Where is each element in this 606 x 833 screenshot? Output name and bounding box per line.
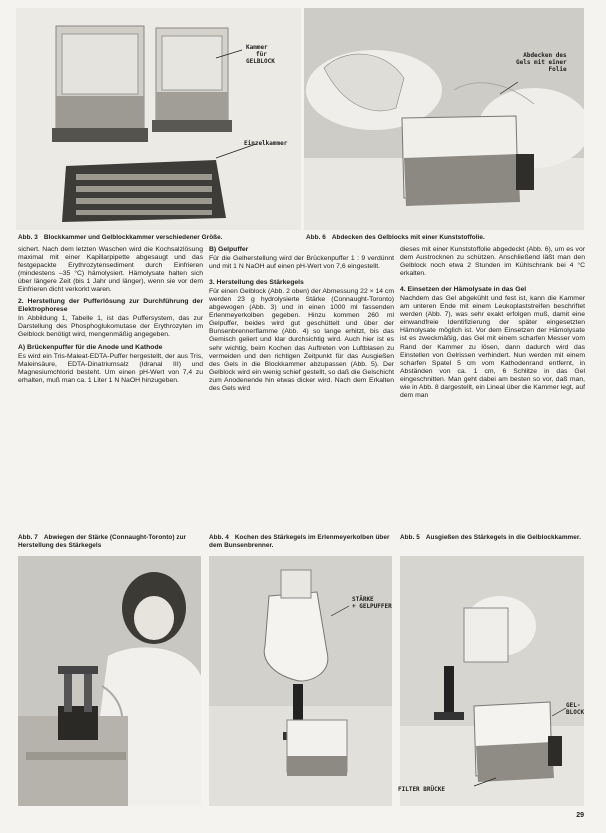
figure-3-caption: [18, 234, 298, 242]
col3-heading-2: 4. Einsetzen der Hämolysate in das Gel: [400, 286, 527, 294]
figure-4-caption: [209, 534, 391, 549]
label-fuer: für: [256, 51, 267, 58]
col3-paragraph-2: Nachdem das Gel abgekühlt und fest ist, kann die Kammer am unteren Ende mit einem Leukoplaststreifen beschriftet werden (Abb. 7), was sehr exakt erfolgen muß, damit eine einwandfreie Identifizierung der später eingesetzten Hämolysate möglich ist. Vor dem Einsetzen der Hämolysate ist es zweckmäßig, das Gel mit einem scharfen Messer vom Rand der Kammer zu lösen, dann dadurch wird das Einstellen von Gelrissen verhindert. Nun werden mit einem scharfen Spatel 5 cm vom Kathodenrand entfernt, in Abständen von ca. 1 cm, 6 Schlitze in das Gel eingeschnitten. Man geht dabei am besten so vor, daß man, wie in Abb. 8 dargestellt, ein Lineal über die Kammer legt, auf dem man: [400, 295, 585, 399]
figure-5-caption: [400, 534, 584, 542]
figure-4-photo: [209, 556, 392, 806]
figure-3-label-kammer: [246, 44, 275, 65]
col1-heading-2: 2. Herstellung der Pufferlösung zur Durchführung der Elektrophorese: [18, 298, 203, 314]
figure-4-number: Abb. 4: [209, 534, 229, 541]
figure-6-photo: [304, 8, 584, 230]
figure-7-photo: [18, 556, 201, 806]
figure-6-number: Abb. 6: [306, 234, 326, 241]
label-block: BLOCK: [566, 709, 585, 716]
figure-3-photo: [16, 8, 301, 230]
label-abdecken: Abdecken des: [523, 52, 567, 59]
col1-intro: sichert. Nach dem letzten Waschen wird die Kochsalzlösung maximal mit einer Kapillarpipette abgesaugt und das festgepackte Erythrozytensediment durch Einfrieren (mindestens –35 °C) hämolysiert. Hämolysate halten sich über längere Zeit (bis 1 Jahr und länger), wenn sie vor dem Einfrieren dicht verkorkt waren.: [18, 246, 203, 294]
text-column-3: [400, 246, 585, 400]
figure-5-label-gelblock: [566, 702, 584, 716]
text-column-2: [209, 246, 394, 393]
col3-paragraph-1: dieses mit einer Kunststoffolie abgedeckt (Abb. 6), um es vor dem Austrocknen zu schützen. Anschließend läßt man den Gelblock noch etwa 2 Stunden im Kühlschrank bei 4 °C erkalten.: [400, 246, 585, 278]
figure-5-caption-text: Ausgießen des Stärkegels in die Gelblockkammer.: [425, 534, 581, 541]
page-number: 29: [576, 812, 584, 819]
figure-3-label-einzelkammer: Einzelkammer: [244, 140, 288, 147]
figure-3-number: Abb. 3: [18, 234, 38, 241]
figure-5-number: Abb. 5: [400, 534, 420, 541]
figure-7-number: Abb. 7: [18, 534, 38, 541]
figure-4-label: [352, 596, 392, 610]
figure-7-caption-text: Abwiegen der Stärke (Connaught-Toronto) zur Herstellung des Stärkegels: [18, 534, 187, 549]
label-gelblock: GELBLOCK: [246, 58, 275, 65]
text-column-1: [18, 246, 203, 385]
col1-paragraph-2: In Abbildung 1, Tabelle 1, ist das Puffersystem, das zur Darstellung des Phosphoglukomutase der Erythrozyten im Gelblock benötigt wird, mengenmäßig angegeben.: [18, 315, 203, 339]
figure-4-caption-text: Kochen des Stärkegels im Erlenmeyerkolben über dem Bunsenbrenner.: [209, 534, 390, 549]
col2-paragraph-2: Für einen Gelblock (Abb. 2 oben) der Abmessung 22 × 14 cm werden 23 g hydrolysierte Stärke (Connaught-Toronto) abgewogen (Abb. 3) und in einen 1000 ml fassenden Erlenmeyerkolben gegeben. Hinzu kommen 260 ml Gelpuffer, beides wird gut geschüttelt und über der Bunsenbrennerflamme (Abb. 4) so lange erhitzt, bis das Gemisch geliert und klar durchsichtig wird. Auch hier ist es sehr wichtig, beim Kochen das Auftreten von Luftblasen zu vermeiden und den richtigen Zeitpunkt für das Ausgießen des Gels in die Blockkammer abzupassen (Abb. 5). Der Gelblock wird ein wenig schief gestellt, so daß die Gelschicht zum Anodenende hin etwas dicker wird. Nach dem Erkalten des Gels wird: [209, 288, 394, 392]
figure-6-caption: [306, 234, 586, 242]
figure-7-caption: [18, 534, 200, 549]
col1-heading-3: A) Brückenpuffer für die Anode und Kathode: [18, 343, 163, 351]
label-folie: Folie: [548, 66, 567, 73]
figure-5-label-filter: FILTER BRÜCKE: [398, 786, 445, 793]
col1-paragraph-3: Es wird ein Tris-Maleat-EDTA-Puffer hergestellt, der aus Tris, Maleinsäure, EDTA-Dinatriumsalz (Idranal III) und Magnesiumchlorid besteht. Um einen pH-Wert von 7,4 zu erhalten, muß man ca. 1 Liter 1 N NaOH hinzugeben.: [18, 352, 203, 384]
label-gel: GEL-: [566, 702, 581, 709]
figure-6-label: [516, 52, 567, 73]
figure-3-caption-text: Blockkammer und Gelblockkammer verschiedener Größe.: [43, 234, 223, 241]
figure-5-photo: [400, 556, 584, 806]
label-kammer: Kammer: [246, 44, 268, 51]
label-gelpuffer: + GELPUFFER: [352, 603, 392, 610]
col2-heading-2: 3. Herstellung des Stärkegels: [209, 279, 304, 287]
col2-heading-1: B) Gelpuffer: [209, 246, 249, 253]
label-gels: Gels mit einer: [516, 59, 567, 66]
figure-6-caption-text: Abdecken des Gelblocks mit einer Kunststoffolie.: [331, 234, 485, 241]
label-staerke: STÄRKE: [352, 596, 374, 603]
col2-paragraph-1: Für die Gelherstellung wird der Brückenpuffer 1 : 9 verdünnt und mit 1 N NaOH auf einen pH-Wert von 7,6 eingestellt.: [209, 255, 394, 271]
